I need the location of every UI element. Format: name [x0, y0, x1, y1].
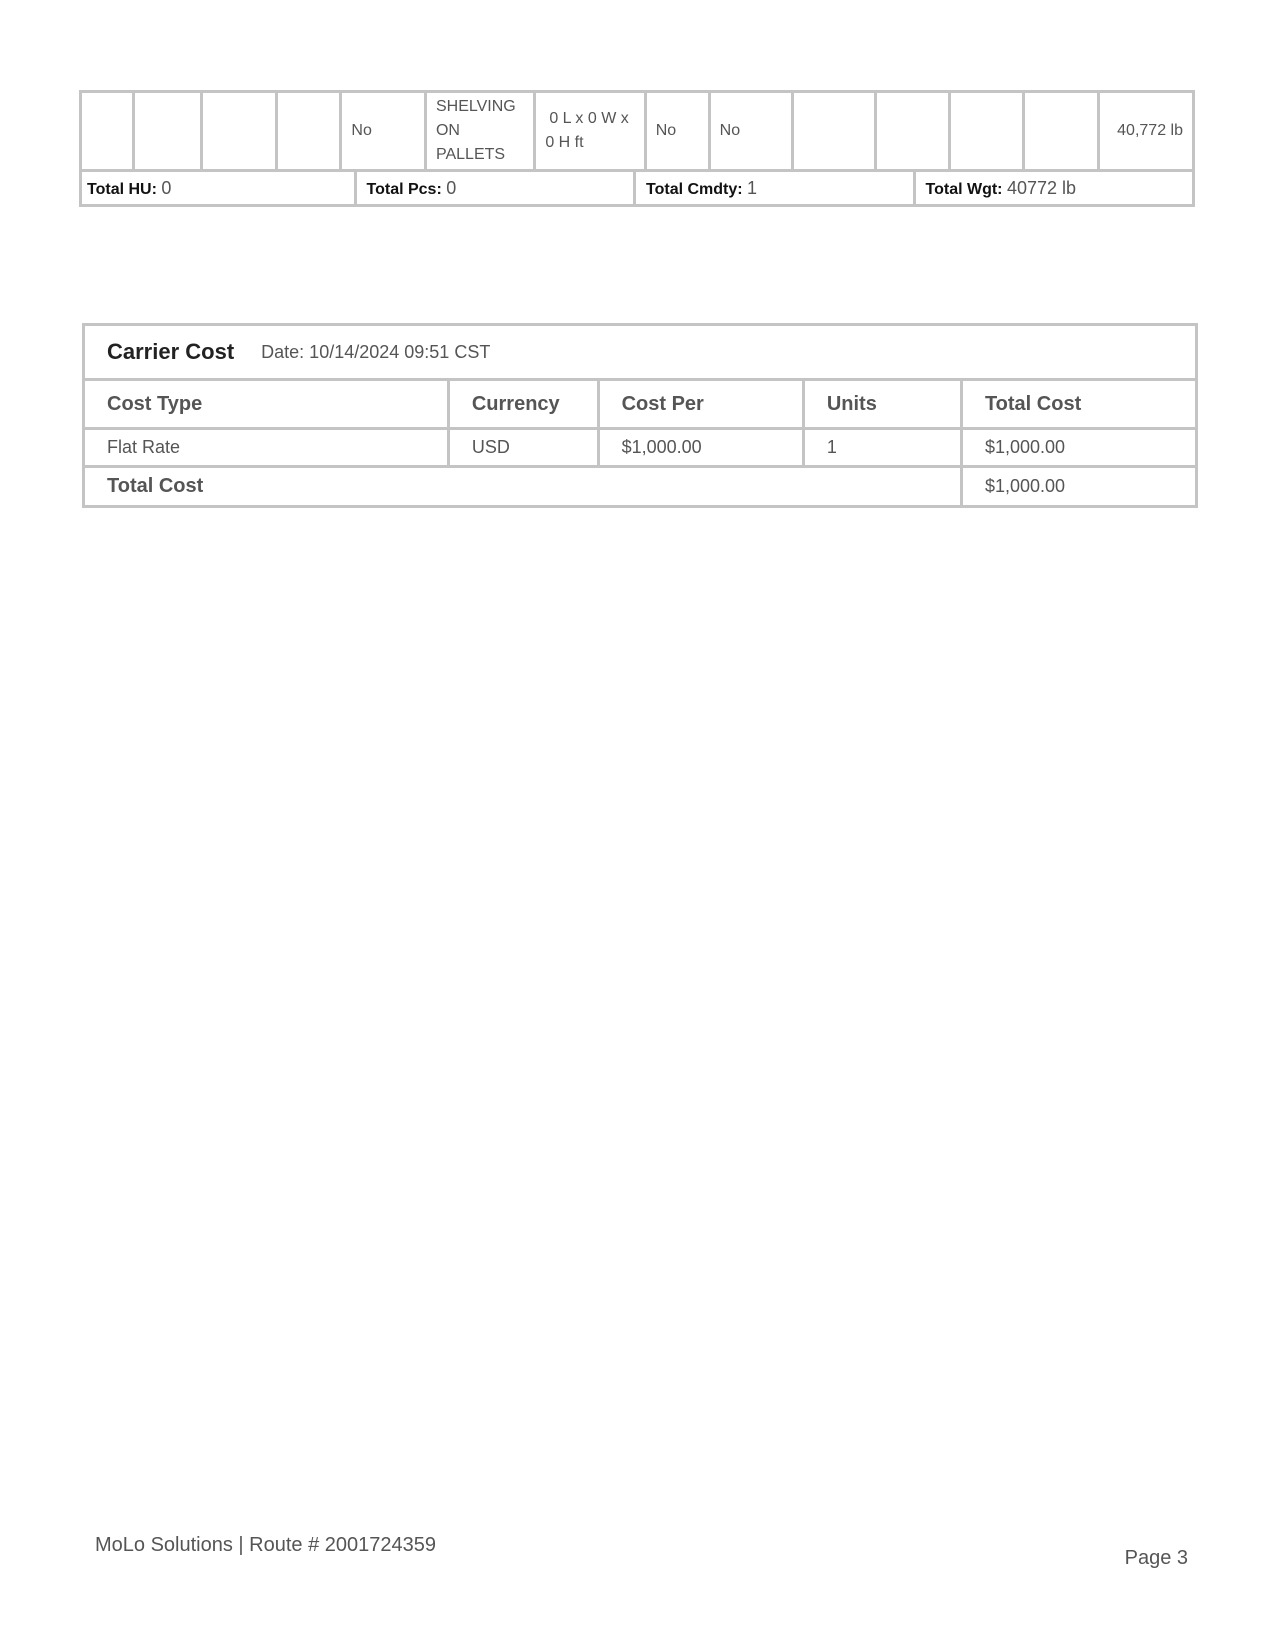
- total-cmdty: [636, 172, 916, 204]
- page-number: Page 3: [1124, 1547, 1188, 1569]
- commodity-cell: [134, 93, 202, 171]
- total-pcs-label: Total Pcs:: [366, 181, 442, 198]
- column-header-cost-type: Cost Type: [85, 381, 448, 429]
- cost-per-cell: $1,000.00: [598, 429, 803, 467]
- description-line: SHELVING: [435, 98, 516, 115]
- units-cell: 1: [803, 429, 961, 467]
- commodity-table: [79, 90, 1195, 207]
- commodity-row: [82, 93, 1192, 171]
- carrier-cost-table: [82, 323, 1198, 508]
- commodity-cell: [875, 93, 949, 171]
- table-row: [85, 429, 1195, 467]
- commodity-cell-hazmat: No: [341, 93, 426, 171]
- total-wgt-label: Total Wgt:: [925, 181, 1003, 198]
- dims-line: 0 H ft: [545, 134, 584, 151]
- total-wgt-value: 40772 lb: [1006, 178, 1077, 198]
- description-line: PALLETS: [435, 146, 506, 163]
- commodity-cell-description: [425, 93, 534, 171]
- cost-header-row: [85, 381, 1195, 429]
- column-header-currency: Currency: [448, 381, 598, 429]
- column-header-total-cost: Total Cost: [961, 381, 1195, 429]
- cost-type-cell: Flat Rate: [85, 429, 448, 467]
- dims-line: 0 L x 0 W x: [549, 110, 629, 127]
- total-cost-value: $1,000.00: [961, 467, 1195, 506]
- commodity-cell: [1024, 93, 1098, 171]
- total-hu: [82, 172, 357, 204]
- total-pcs-value: 0: [446, 178, 457, 198]
- commodity-cell-stackable: No: [645, 93, 709, 171]
- commodity-cell: [82, 93, 134, 171]
- commodity-cell: [949, 93, 1023, 171]
- total-cmdty-label: Total Cmdty:: [646, 181, 743, 198]
- total-cmdty-value: 1: [747, 178, 758, 198]
- total-wgt: [916, 172, 1193, 204]
- total-cost-label: Total Cost: [85, 467, 961, 506]
- commodity-totals: [82, 172, 1192, 204]
- carrier-cost-date: Date: 10/14/2024 09:51 CST: [261, 341, 491, 362]
- description-line: ON: [435, 122, 460, 139]
- currency-cell: USD: [448, 429, 598, 467]
- carrier-cost-title: Carrier Cost: [107, 339, 235, 364]
- column-header-units: Units: [803, 381, 961, 429]
- commodity-cell-dimensions: [535, 93, 645, 171]
- total-hu-label: Total HU:: [87, 181, 157, 198]
- column-header-cost-per: Cost Per: [598, 381, 803, 429]
- total-hu-value: 0: [161, 178, 172, 198]
- commodity-cell: [277, 93, 341, 171]
- commodity-cell: [202, 93, 277, 171]
- footer-route: MoLo Solutions | Route # 2001724359: [95, 1534, 437, 1556]
- total-cost-cell: $1,000.00: [961, 429, 1195, 467]
- total-pcs: [357, 172, 637, 204]
- commodity-cell-weight: 40,772 lb: [1098, 93, 1192, 171]
- commodity-cell: [793, 93, 876, 171]
- carrier-cost-header: [85, 326, 1195, 381]
- commodity-cell-flag: No: [709, 93, 793, 171]
- cost-total-row: [85, 467, 1195, 506]
